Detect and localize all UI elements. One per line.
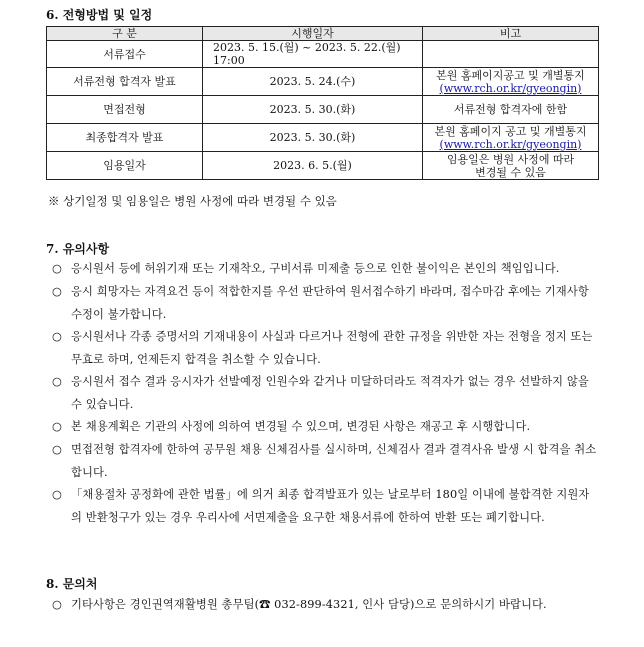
note-line: 임용일은 병원 사정에 따라 bbox=[446, 152, 575, 166]
header-category: 구 분 bbox=[47, 27, 203, 41]
section-7-title: 7. 유의사항 bbox=[46, 242, 110, 256]
circle-bullet-icon: ○ bbox=[52, 330, 62, 343]
list-item-text: 응시원서 접수 결과 응시자가 선발예정 인원수와 같거나 미달하더라도 적격자가 없는 경우 선발하지 않을 수 있습니다. bbox=[71, 375, 589, 411]
circle-bullet-icon: ○ bbox=[52, 598, 62, 611]
section-8-title: 8. 문의처 bbox=[46, 577, 98, 591]
header-note: 비고 bbox=[423, 27, 599, 41]
table-row bbox=[47, 124, 599, 152]
row-category: 서류접수 bbox=[47, 41, 203, 68]
schedule-remark: ※ 상기일정 및 임용일은 병원 사정에 따라 변경될 수 있음 bbox=[48, 194, 337, 208]
list-item-text: 응시 희망자는 자격요건 등이 적합한지를 우선 판단하여 원서접수하기 바라며, 접수마감 후에는 기재사항 수정이 불가합니다. bbox=[71, 285, 589, 321]
row-note bbox=[423, 96, 599, 124]
list-item bbox=[52, 371, 600, 416]
list-item-text: 면접전형 합격자에 한하여 공무원 채용 신체검사를 실시하며, 신체검사 결과 결격사유 발생 시 합격을 취소합니다. bbox=[71, 443, 597, 479]
list-item bbox=[52, 281, 600, 326]
circle-bullet-icon: ○ bbox=[52, 420, 62, 433]
row-note bbox=[423, 68, 599, 96]
circle-bullet-icon: ○ bbox=[52, 262, 62, 275]
list-item bbox=[52, 484, 600, 529]
row-date: 2023. 5. 15.(월) ~ 2023. 5. 22.(월) 17:00 bbox=[203, 41, 423, 68]
note-line: 서류전형 합격자에 한함 bbox=[453, 103, 568, 116]
list-item bbox=[52, 258, 600, 281]
homepage-link[interactable]: (www.rch.or.kr/gyeongin) bbox=[439, 81, 582, 95]
row-date: 2023. 5. 24.(수) bbox=[203, 68, 423, 96]
row-date: 2023. 6. 5.(월) bbox=[203, 152, 423, 180]
list-item-text: 「채용절차 공정화에 관한 법률」에 의거 최종 합격발표가 있는 날로부터 180일 이내에 불합격한 지원자의 반환청구가 있는 경우 우리사에 서면제출을 요구한 채용서류에 한하여 반환 또는 폐기합니다. bbox=[71, 488, 590, 524]
circle-bullet-icon: ○ bbox=[52, 375, 62, 388]
circle-bullet-icon: ○ bbox=[52, 488, 62, 501]
note-line: 본원 홈페이지공고 및 개별통지 bbox=[436, 68, 585, 82]
row-category: 서류전형 합격자 발표 bbox=[47, 68, 203, 96]
row-category: 최종합격자 발표 bbox=[47, 124, 203, 152]
row-date: 2023. 5. 30.(화) bbox=[203, 124, 423, 152]
row-category: 면접전형 bbox=[47, 96, 203, 124]
circle-bullet-icon: ○ bbox=[52, 285, 62, 298]
list-item-text: 응시원서나 각종 증명서의 기재내용이 사실과 다르거나 전형에 관한 규정을 위반한 자는 전형을 정지 또는 무효로 하며, 언제든지 합격을 취소할 수 있습니다. bbox=[71, 330, 593, 366]
schedule-table bbox=[46, 26, 599, 180]
homepage-link[interactable]: (www.rch.or.kr/gyeongin) bbox=[439, 137, 582, 151]
row-category: 임용일자 bbox=[47, 152, 203, 180]
contact-text: 기타사항은 경인권역재활병원 총무팀(☎ 032-899-4321, 인사 담당)으로 문의하시기 바랍니다. bbox=[71, 598, 547, 611]
list-item bbox=[52, 326, 600, 371]
header-date: 시행일자 bbox=[203, 27, 423, 41]
circle-bullet-icon: ○ bbox=[52, 443, 62, 456]
row-date: 2023. 5. 30.(화) bbox=[203, 96, 423, 124]
note-line: 변경될 수 있음 bbox=[475, 165, 546, 179]
list-item bbox=[52, 439, 600, 484]
table-header-row bbox=[47, 27, 599, 41]
list-item-text: 본 채용계획은 기관의 사정에 의하여 변경될 수 있으며, 변경된 사항은 재공고 후 시행합니다. bbox=[71, 420, 531, 433]
note-line: 본원 홈페이지 공고 및 개별통지 bbox=[434, 124, 587, 138]
row-note bbox=[423, 41, 599, 68]
row-note bbox=[423, 124, 599, 152]
list-item bbox=[52, 594, 600, 617]
row-note bbox=[423, 152, 599, 180]
list-item-text: 응시원서 등에 허위기재 또는 기재착오, 구비서류 미제출 등으로 인한 불이익은 본인의 책임입니다. bbox=[71, 262, 560, 275]
list-item bbox=[52, 416, 600, 439]
table-row bbox=[47, 41, 599, 68]
table-row bbox=[47, 152, 599, 180]
table-row bbox=[47, 68, 599, 96]
table-row bbox=[47, 96, 599, 124]
section-6-title: 6. 전형방법 및 일정 bbox=[46, 8, 153, 22]
